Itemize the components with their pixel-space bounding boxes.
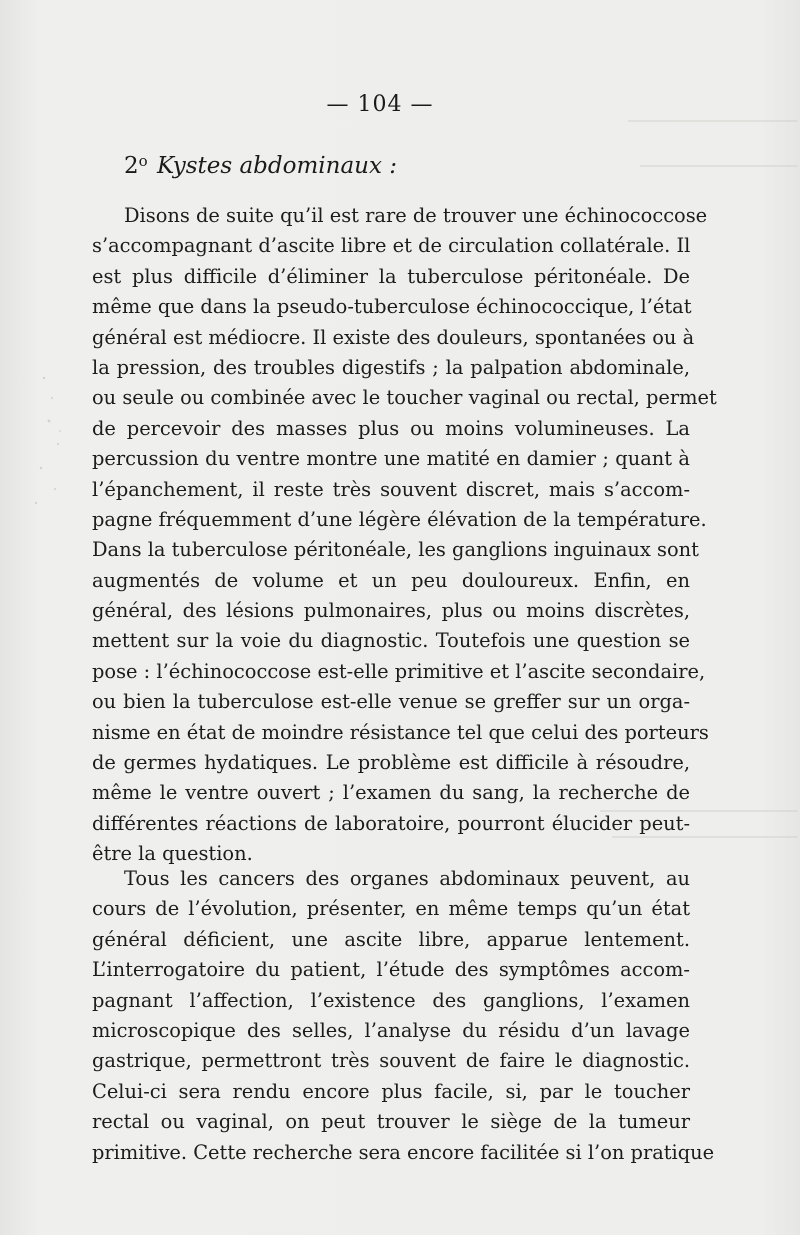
text-line: ou seule ou combinée avec le toucher vaginal ou rectal, permet xyxy=(92,386,717,410)
text-line: pagnant l’affection, l’existence des ganglions, l’examen xyxy=(92,988,690,1012)
text-line: même que dans la pseudo-tuberculose échinococcique, l’état xyxy=(92,295,692,319)
page-number: — 104 — xyxy=(326,92,434,117)
section-number: 2 xyxy=(124,153,139,179)
text-line: cours de l’évolution, présenter, en même temps qu’un état xyxy=(92,897,690,921)
text-line: percussion du ventre montre une matité en damier ; quant à xyxy=(92,447,690,471)
text-line: augmentés de volume et un peu douloureux. Enfin, en xyxy=(92,568,690,592)
text-line: pose : l’échinococcose est-elle primitive et l’ascite secondaire, xyxy=(92,659,706,683)
text-line: différentes réactions de laboratoire, pourront élucider peut- xyxy=(92,811,690,835)
text-line: L’interrogatoire du patient, l’étude des symptômes accom- xyxy=(92,958,690,982)
text-line: général déficient, une ascite libre, apparue lentement. xyxy=(92,927,690,951)
paragraph-2 xyxy=(92,864,715,1168)
text-line: mettent sur la voie du diagnostic. Toutefois une question se xyxy=(92,629,690,653)
text-line: pagne fréquemment d’une légère élévation de la température. xyxy=(92,507,707,531)
section-number-suffix: o xyxy=(138,152,148,170)
text-line: s’accompagnant d’ascite libre et de circulation collatérale. Il xyxy=(92,234,691,258)
text-line: primitive. Cette recherche sera encore facilitée si l’on pratique xyxy=(92,1140,715,1164)
section-title: Kystes abdominaux : xyxy=(156,153,398,179)
text-line: nisme en état de moindre résistance tel que celui des porteurs xyxy=(92,720,709,744)
text-line: Celui-ci sera rendu encore plus facile, si, par le toucher xyxy=(92,1079,690,1103)
text-line: gastrique, permettront très souvent de faire le diagnostic. xyxy=(92,1049,690,1073)
text-line: même le ventre ouvert ; l’examen du sang, la recherche de xyxy=(92,781,690,805)
paragraph-1 xyxy=(92,201,717,870)
text-line: microscopique des selles, l’analyse du résidu d’un lavage xyxy=(92,1018,690,1042)
text-line: de germes hydatiques. Le problème est difficile à résoudre, xyxy=(92,751,690,775)
section-heading xyxy=(124,152,397,179)
text-line: ou bien la tuberculose est-elle venue se greffer sur un orga- xyxy=(92,690,690,714)
text-line: de percevoir des masses plus ou moins volumineuses. La xyxy=(92,416,690,440)
text-line: la pression, des troubles digestifs ; la palpation abdominale, xyxy=(92,355,690,379)
text-line: l’épanchement, il reste très souvent discret, mais s’accom- xyxy=(92,477,690,501)
text-line: Disons de suite qu’il est rare de trouver une échinococcose xyxy=(124,204,708,227)
text-line: général, des lésions pulmonaires, plus ou moins discrètes, xyxy=(92,599,690,623)
text-line: est plus difficile d’éliminer la tuberculose péritonéale. De xyxy=(92,264,690,288)
text-line: Tous les cancers des organes abdominaux peuvent, au xyxy=(124,867,690,890)
text-line: rectal ou vaginal, on peut trouver le siège de la tumeur xyxy=(92,1110,690,1134)
text-line: Dans la tuberculose péritonéale, les ganglions inguinaux sont xyxy=(92,538,699,562)
text-line: être la question. xyxy=(92,842,253,866)
text-line: général est médiocre. Il existe des douleurs, spontanées ou à xyxy=(92,325,695,349)
